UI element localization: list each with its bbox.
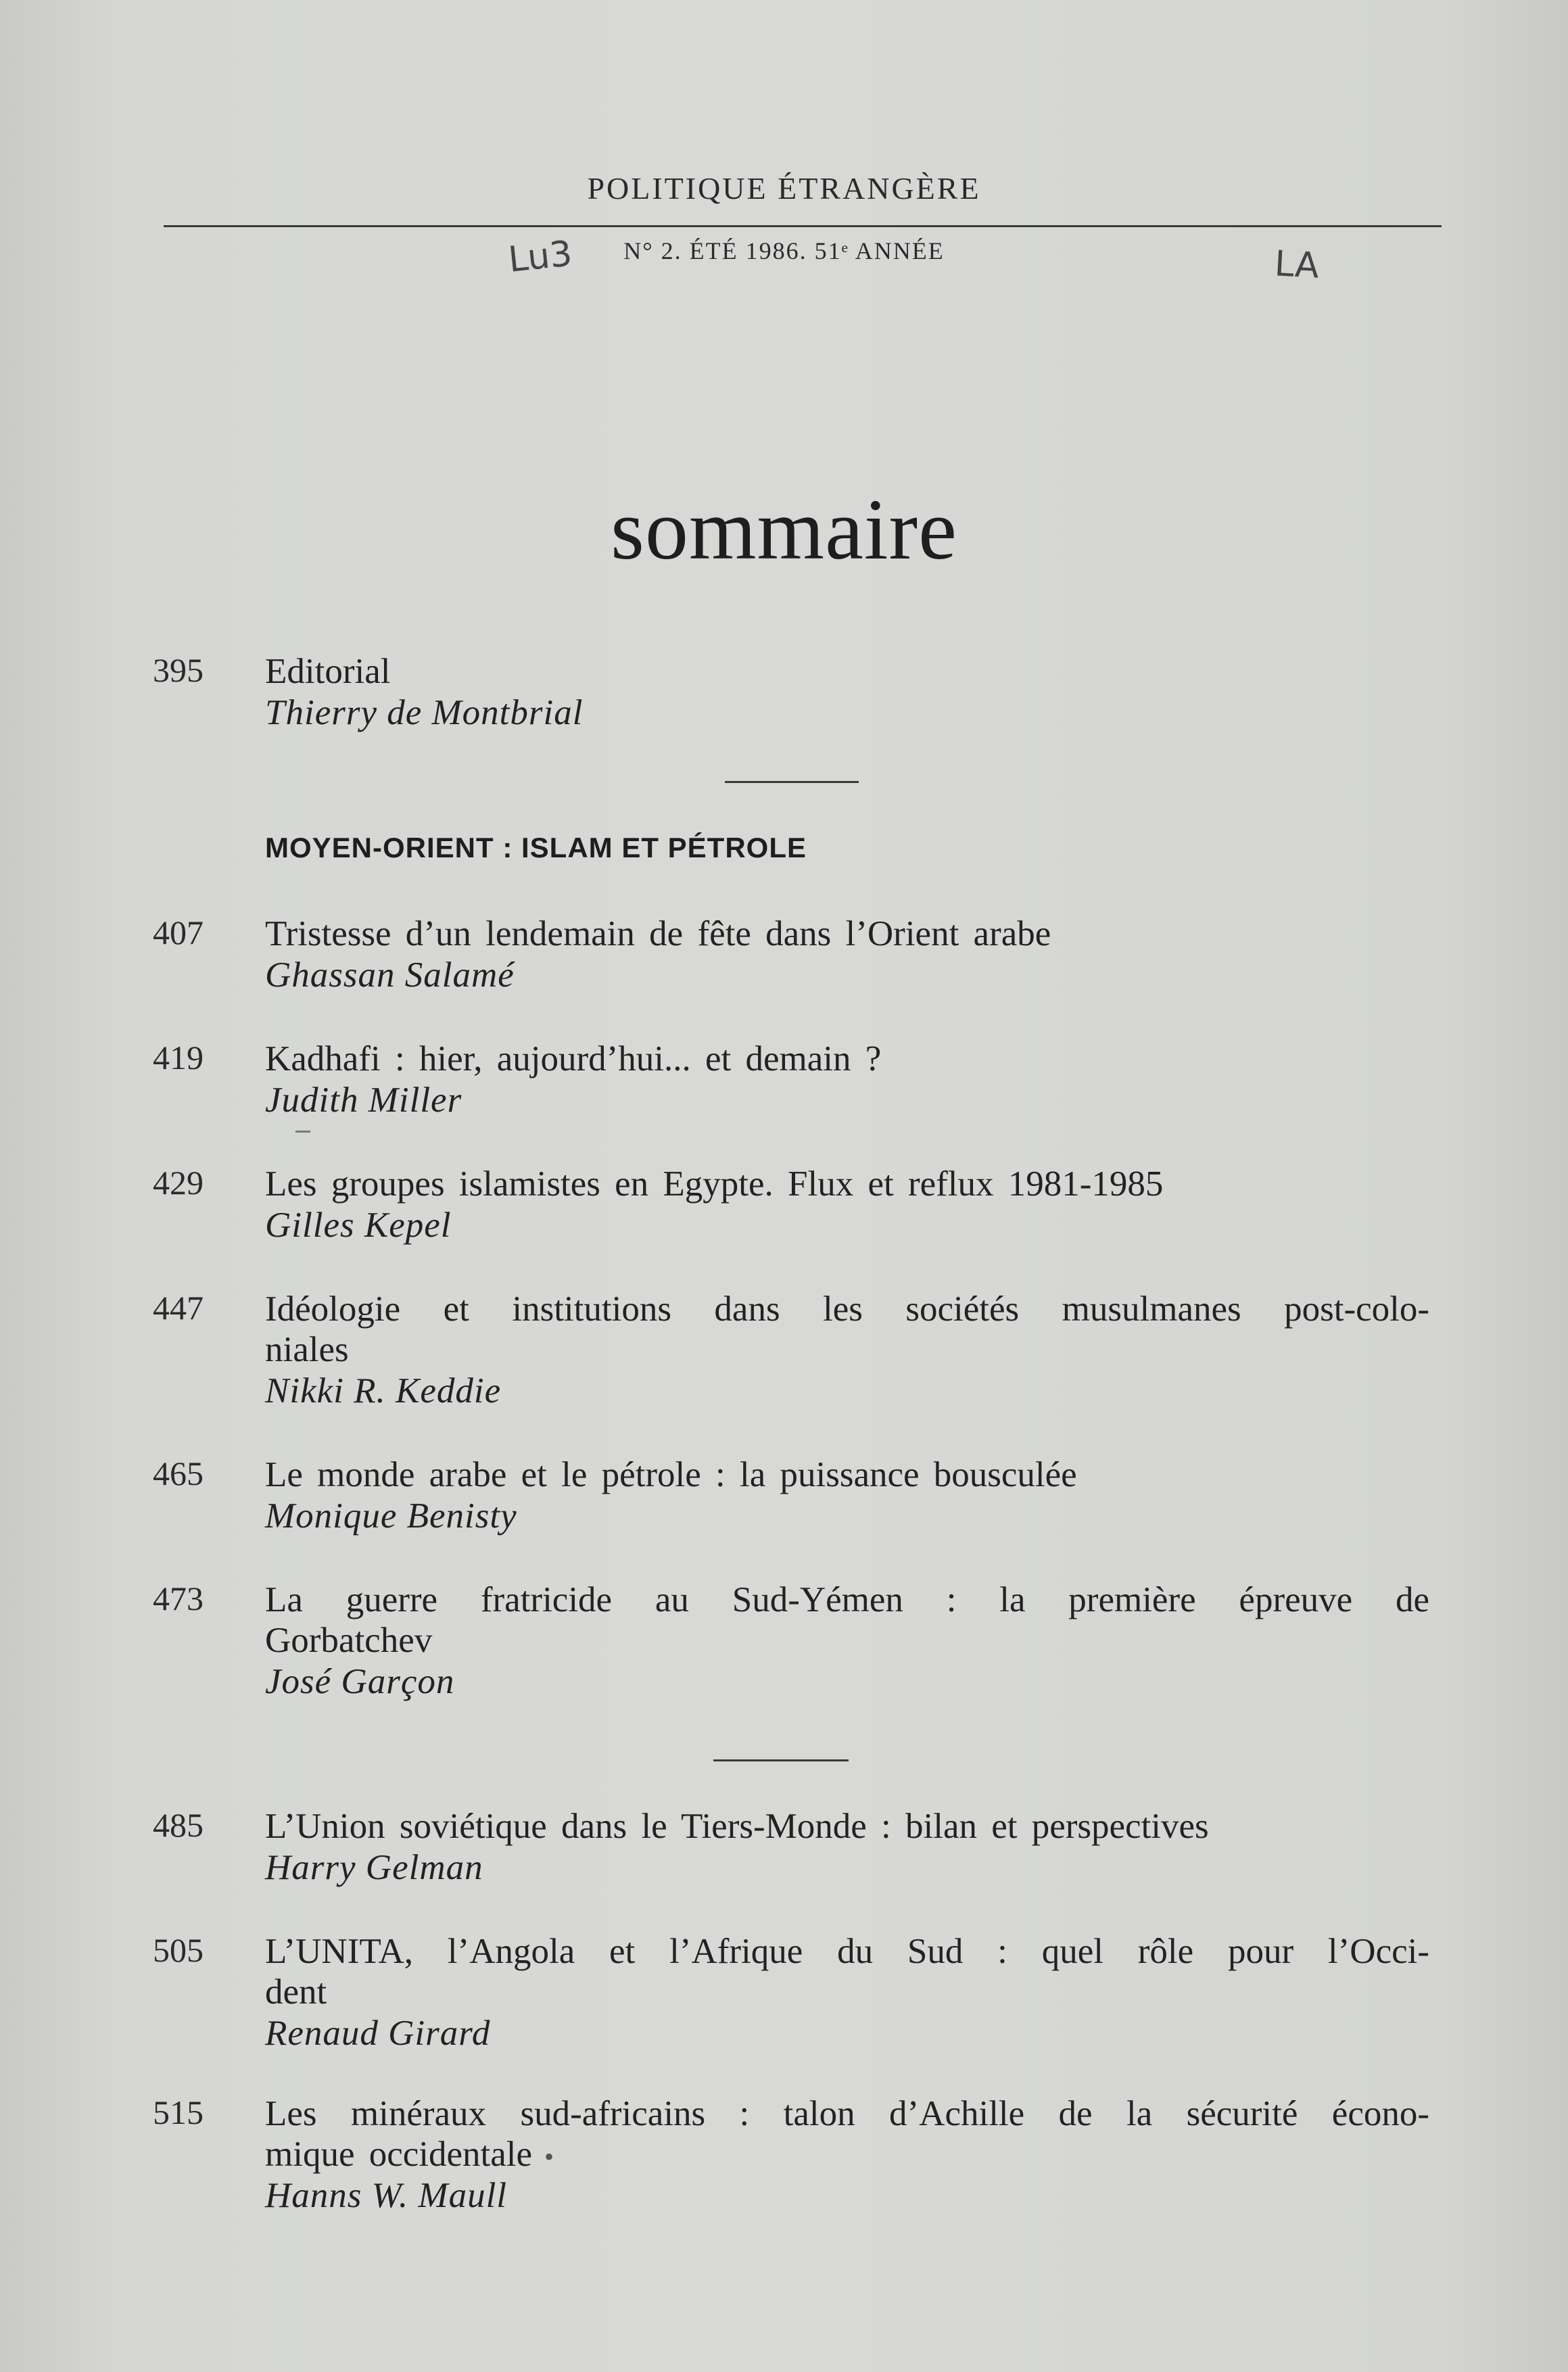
handwritten-note-left: Lu3 <box>506 233 574 281</box>
toc-page-number: 515 <box>153 2093 204 2131</box>
toc-title: Idéologie et institutions dans les sociétés musulmanes post-colo- <box>265 1289 1429 1329</box>
toc-title: L’UNITA, l’Angola et l’Afrique du Sud : quel rôle pour l’Occi- <box>265 1932 1429 1971</box>
toc-author: Judith Miller <box>265 1081 462 1120</box>
toc-title: Tristesse d’un lendemain de fête dans l’Orient arabe <box>265 914 1051 953</box>
toc-page-number: 485 <box>153 1806 204 1844</box>
toc-author: Harry Gelman <box>265 1848 483 1887</box>
toc-title: Le monde arabe et le pétrole : la puissance bousculée <box>265 1455 1077 1494</box>
toc-title: La guerre fratricide au Sud-Yémen : la première épreuve de <box>265 1580 1429 1619</box>
section-heading: MOYEN-ORIENT : ISLAM ET PÉTROLE <box>265 832 807 863</box>
header-rule <box>164 225 1442 227</box>
toc-title: Les groupes islamistes en Egypte. Flux et reflux 1981-1985 <box>265 1164 1164 1204</box>
toc-title: Les minéraux sud-africains : talon d’Achille de la sécurité écono- <box>265 2094 1429 2133</box>
toc-title-continued: niales <box>265 1330 349 1369</box>
toc-title: L’Union soviétique dans le Tiers-Monde : bilan et perspectives <box>265 1807 1209 1846</box>
stray-mark <box>295 1131 310 1133</box>
toc-page-number: 429 <box>153 1164 204 1202</box>
issue-line: N° 2. ÉTÉ 1986. 51ᵉ ANNÉE <box>623 237 945 264</box>
toc-author: José Garçon <box>265 1662 455 1701</box>
journal-title: POLITIQUE ÉTRANGÈRE <box>587 171 981 206</box>
toc-page-number: 407 <box>153 914 204 951</box>
section-divider-2 <box>713 1759 849 1761</box>
stray-dot: • <box>544 2141 554 2172</box>
toc-page-number: 447 <box>153 1289 204 1327</box>
page-title: sommaire <box>611 481 957 577</box>
toc-title-continued-text: mique occidentale <box>265 2135 533 2174</box>
toc-author: Hanns W. Maull <box>265 2176 508 2215</box>
section-divider-1 <box>725 781 859 783</box>
toc-author: Ghassan Salamé <box>265 955 515 995</box>
toc-author: Thierry de Montbrial <box>265 693 584 732</box>
toc-title-continued: Gorbatchev <box>265 1621 433 1660</box>
toc-page-number: 395 <box>153 651 204 689</box>
toc-author: Nikki R. Keddie <box>265 1371 502 1410</box>
toc-page-number: 465 <box>153 1454 204 1492</box>
toc-author: Monique Benisty <box>265 1496 517 1536</box>
toc-page-number: 419 <box>153 1039 204 1076</box>
toc-title: Kadhafi : hier, aujourd’hui... et demain ? <box>265 1039 882 1078</box>
toc-author: Renaud Girard <box>265 2014 491 2053</box>
toc-title: Editorial <box>265 652 391 691</box>
toc-title-continued <box>265 2133 1429 2178</box>
handwritten-note-right: LA <box>1273 243 1321 287</box>
toc-page-number: 505 <box>153 1931 204 1969</box>
toc-author: Gilles Kepel <box>265 1206 452 1245</box>
toc-title-continued: dent <box>265 1972 327 2012</box>
toc-page-number: 473 <box>153 1580 204 1617</box>
